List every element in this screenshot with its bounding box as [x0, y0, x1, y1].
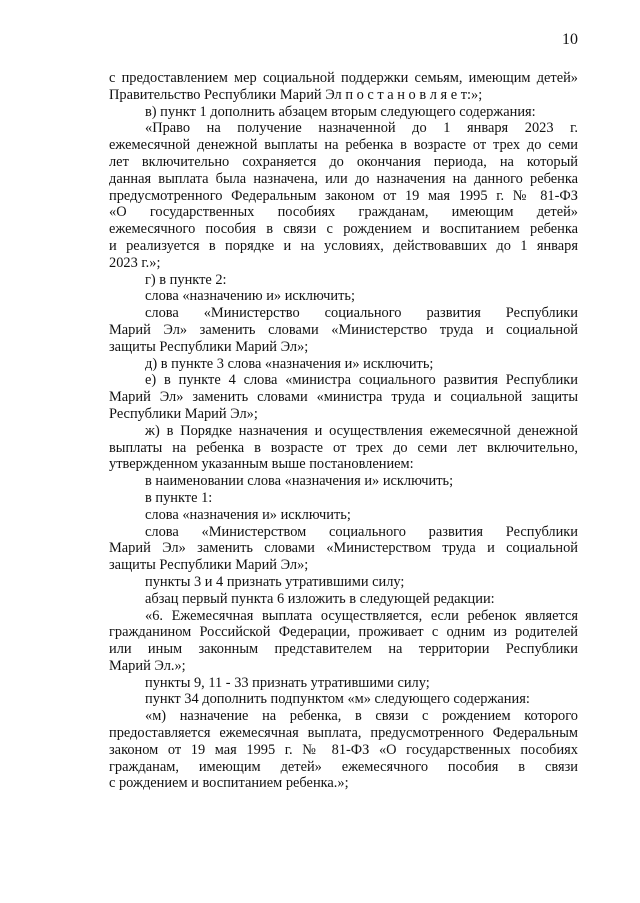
- text-line: защиты Республики Марий Эл»;: [109, 557, 309, 574]
- text-line: Правительство Республики Марий Эл п о с т а н о в л я е т:»;: [109, 86, 483, 103]
- text-line: Марий Эл» заменить словами «Министерство труда и социальной: [109, 321, 578, 338]
- text-line: гражданам, имеющим детей» ежемесячного пособия в связи: [109, 758, 578, 775]
- page-number: 10: [562, 31, 578, 48]
- text-line: д) в пункте 3 слова «назначения и» исключить;: [145, 355, 434, 372]
- text-line: законом от 19 мая 1995 г. № 81-ФЗ «О государственных пособиях: [109, 741, 578, 758]
- text-line: Марий Эл» заменить словами «Министерством труда и социальной: [109, 540, 578, 557]
- text-line: предусмотренного Федеральным законом от 19 мая 1995 г. № 81-ФЗ: [109, 187, 578, 204]
- text-line: выплаты на ребенка в возрасте от трех до семи лет включительно,: [109, 439, 578, 456]
- text-line: слова «Министерством социального развития Республики: [145, 523, 578, 540]
- text-line: утвержденном указанным выше постановлением:: [109, 456, 414, 473]
- text-line: слова «назначению и» исключить;: [145, 288, 355, 305]
- text-line: «Право на получение назначенной до 1 января 2023 г.: [145, 120, 578, 137]
- text-line: гражданином Российской Федерации, проживает с одним из родителей: [109, 624, 578, 641]
- text-line: пункты 3 и 4 признать утратившими силу;: [145, 573, 405, 590]
- text-line: слова «назначения и» исключить;: [145, 506, 351, 523]
- text-line: и реализуется в порядке и на условиях, действовавших до 1 января: [109, 237, 578, 254]
- text-line: пункт 34 дополнить подпунктом «м» следующего содержания:: [145, 691, 530, 708]
- text-line: ежемесячного пособия в связи с рождением и воспитанием ребенка: [109, 221, 578, 238]
- text-line: в) пункт 1 дополнить абзацем вторым следующего содержания:: [145, 103, 536, 120]
- text-line: е) в пункте 4 слова «министра социального развития Республики: [145, 372, 578, 389]
- text-line: «О государственных пособиях гражданам, имеющим детей»: [109, 204, 578, 221]
- text-line: или иным законным представителем на территории Республики: [109, 641, 578, 658]
- text-line: пункты 9, 11 - 33 признать утратившими силу;: [145, 674, 430, 691]
- text-line: г) в пункте 2:: [145, 271, 227, 288]
- text-line: защиты Республики Марий Эл»;: [109, 338, 309, 355]
- text-line: с рождением и воспитанием ребенка.»;: [109, 775, 349, 792]
- text-line: ежемесячной денежной выплаты на ребенка в возрасте от трех до семи: [109, 137, 578, 154]
- document-body: [109, 70, 578, 792]
- text-line: предоставляется ежемесячная выплата, предусмотренного Федеральным: [109, 725, 578, 742]
- text-line: ж) в Порядке назначения и осуществления ежемесячной денежной: [145, 422, 578, 439]
- text-line: «м) назначение на ребенка, в связи с рождением которого: [145, 708, 578, 725]
- text-line: Марий Эл» заменить словами «министра труда и социальной защиты: [109, 389, 578, 406]
- text-line: 2023 г.»;: [109, 254, 161, 271]
- text-line: в наименовании слова «назначения и» исключить;: [145, 473, 454, 490]
- text-line: с предоставлением мер социальной поддержки семьям, имеющим детей»: [109, 70, 578, 86]
- text-line: данная выплата была назначена, или до назначения на данного ребенка: [109, 170, 578, 187]
- text-line: Республики Марий Эл»;: [109, 405, 258, 422]
- text-line: Марий Эл.»;: [109, 657, 186, 674]
- text-line: в пункте 1:: [145, 489, 213, 506]
- text-line: лет включительно сохраняется до окончания периода, на который: [109, 153, 578, 170]
- text-line: «6. Ежемесячная выплата осуществляется, если ребенок является: [145, 607, 578, 624]
- text-line: слова «Министерство социального развития Республики: [145, 305, 578, 322]
- text-line: абзац первый пункта 6 изложить в следующей редакции:: [145, 590, 495, 607]
